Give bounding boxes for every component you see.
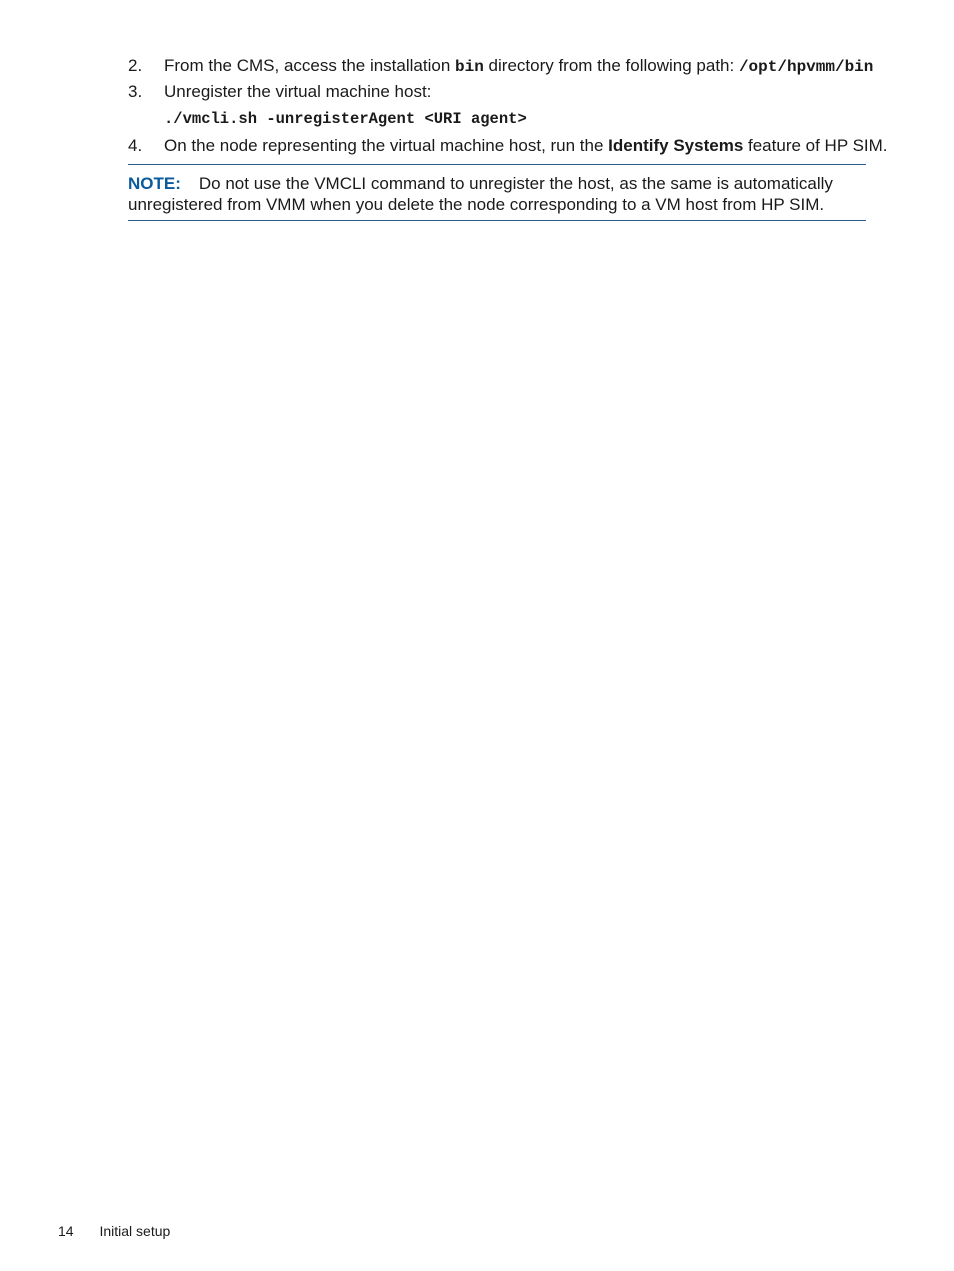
step-text: Unregister the virtual machine host: bbox=[164, 82, 432, 101]
step-text: directory from the following path: bbox=[483, 56, 739, 75]
step-4 bbox=[128, 134, 888, 158]
page-number: 14 bbox=[58, 1223, 74, 1239]
step-3 bbox=[128, 80, 868, 104]
note-text: Do not use the VMCLI command to unregister the host, as the same is automatically unregistered from VMM when you delete the node corresponding to a VM host from HP SIM. bbox=[128, 174, 833, 214]
step-number: 2. bbox=[128, 56, 143, 75]
feature-name: Identify Systems bbox=[608, 136, 744, 155]
footer-section: Initial setup bbox=[99, 1223, 171, 1239]
code-path: /opt/hpvmm/bin bbox=[738, 58, 874, 76]
page-footer bbox=[58, 1222, 170, 1240]
note-label: NOTE: bbox=[128, 174, 181, 193]
command-line: ./vmcli.sh -unregisterAgent <URI agent> bbox=[164, 110, 527, 128]
step-text: From the CMS, access the installation bbox=[164, 56, 456, 75]
document-body bbox=[128, 54, 888, 221]
step-number: 4. bbox=[128, 136, 143, 155]
step-text: feature of HP SIM. bbox=[743, 136, 888, 155]
step-2 bbox=[128, 54, 874, 79]
step-text: On the node representing the virtual machine host, run the bbox=[164, 136, 609, 155]
code-bin: bin bbox=[455, 58, 484, 76]
note-box bbox=[128, 164, 866, 221]
step-number: 3. bbox=[128, 82, 143, 101]
